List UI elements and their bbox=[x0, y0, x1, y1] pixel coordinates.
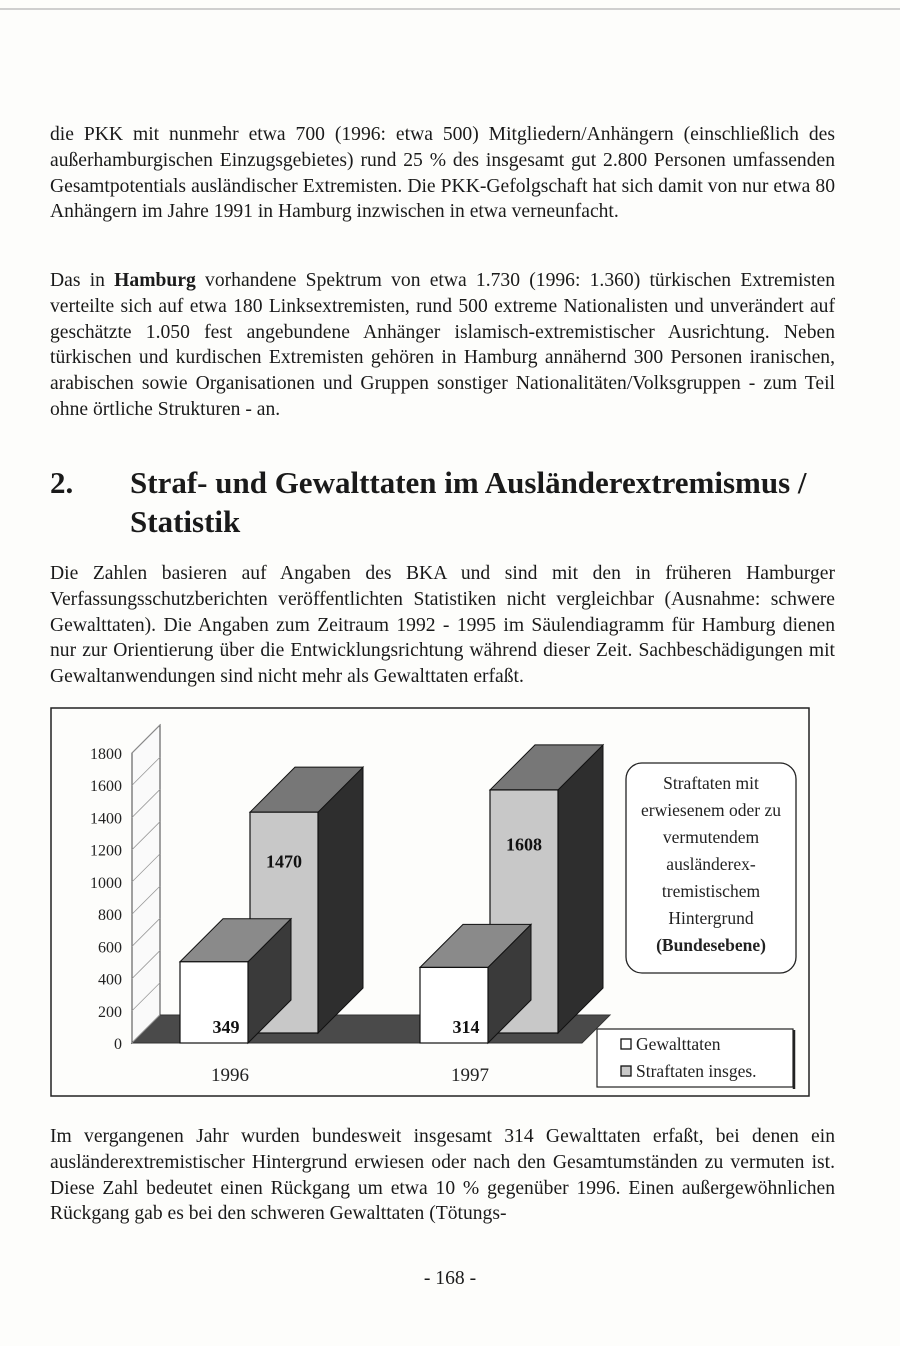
chart-title-line: Hintergrund bbox=[668, 908, 754, 928]
data-label-gewalttaten: 314 bbox=[452, 1017, 480, 1037]
chart-title-line: erwiesenem oder zu bbox=[641, 800, 781, 820]
y-tick-label: 1200 bbox=[90, 842, 122, 860]
data-label-gewalttaten: 349 bbox=[212, 1017, 240, 1037]
page-number: - 168 - bbox=[423, 1268, 477, 1289]
top-rule bbox=[0, 8, 900, 10]
legend-swatch bbox=[621, 1039, 631, 1049]
paragraph-hamburg-pre: Das in bbox=[50, 270, 115, 291]
y-tick-label: 800 bbox=[98, 907, 122, 925]
y-tick-label: 1600 bbox=[90, 778, 122, 796]
chart-title-bold: (Bundesebene) bbox=[656, 935, 766, 955]
chart-title-line: vermutendem bbox=[662, 827, 760, 847]
y-tick-label: 0 bbox=[114, 1036, 122, 1053]
data-label-straftaten: 1608 bbox=[506, 834, 542, 855]
section-title: Straf- und Gewalttaten im Ausländerextremismus / Statistik bbox=[130, 465, 807, 539]
bar-straftaten-side bbox=[558, 745, 603, 1033]
paragraph-hamburg-spectrum bbox=[50, 268, 835, 423]
data-label-straftaten: 1470 bbox=[266, 851, 302, 872]
chart-title-line: ausländerex- bbox=[666, 854, 756, 874]
legend-swatch bbox=[621, 1066, 631, 1076]
paragraph-hamburg-bold: Hamburg bbox=[114, 270, 196, 291]
bar-straftaten-side bbox=[318, 767, 363, 1033]
legend-label: Straftaten insges. bbox=[636, 1061, 757, 1081]
paragraph-data-basis: Die Zahlen basieren auf Angaben des BKA und sind mit den in früheren Hamburger Verfassungsschutzberichten veröffentlichten Statistiken nicht vergleichbar (Ausnahme: schwere Gewalttaten). Die Angaben zum Zeitraum 1992 - 1995 im Säulendiagramm für Hamburg dienen nur zur Orientierung über die Entwicklungsrichtung während dieser Zeit. Sachbeschädigungen mit Gewaltanwendungen sind nicht mehr als Gewalttaten erfaßt. bbox=[50, 563, 835, 688]
y-tick-label: 400 bbox=[98, 971, 122, 989]
x-tick-label: 1997 bbox=[451, 1065, 489, 1086]
bar-chart bbox=[50, 707, 810, 1097]
y-tick-label: 1000 bbox=[90, 874, 122, 892]
chart-title-line: tremistischem bbox=[661, 881, 761, 901]
y-tick-label: 1800 bbox=[90, 746, 122, 763]
paragraph-summary: Im vergangenen Jahr wurden bundesweit insgesamt 314 Gewalttaten erfaßt, bei denen ein ausländerextremistischer Hintergrund erwiesen oder nach den Gesamtumständen zu vermuten ist. Diese Zahl bedeutet einen Rückgang um etwa 10 % gegenüber 1996. Einen außergewöhnlichen Rückgang gab es bei den schweren Gewalttaten (Tötungs- bbox=[50, 1126, 835, 1225]
y-tick-label: 1400 bbox=[90, 810, 122, 828]
paragraph-pkk: die PKK mit nunmehr etwa 700 (1996: etwa 500) Mitgliedern/Anhängern (einschließlich des außerhamburgischen Einzugsgebietes) rund 25 % des insgesamt gut 2.800 Personen umfassenden Gesamtpotentials ausländischer Extremisten. Die PKK-Gefolgschaft hat sich damit von nur etwa 80 Anhängern im Jahre 1991 in Hamburg inzwischen in etwa verneunfacht. bbox=[50, 124, 835, 223]
y-tick-label: 600 bbox=[98, 939, 122, 957]
paragraph-hamburg-post: vorhandene Spektrum von etwa 1.730 (1996: 1.360) türkischen Extremisten verteilte sich auf etwa 180 Linksextremisten, rund 500 extreme Nationalisten und unverändert auf geschätzte 1.050 fest angebundene Anhänger islamisch-extremistischer Ausrichtung. Neben türkischen und kurdischen Extremisten gehören in Hamburg annähernd 300 Personen iranischen, arabischen sowie Organisationen und Gruppen sonstiger Nationalitäten/Volksgruppen - zum Teil ohne örtliche Strukturen - an. bbox=[50, 270, 835, 420]
chart-back-wall bbox=[132, 725, 160, 1043]
legend-label: Gewalttaten bbox=[636, 1034, 721, 1054]
section-number: 2. bbox=[50, 465, 74, 500]
bar-chart-svg bbox=[50, 707, 810, 1097]
y-tick-label: 200 bbox=[98, 1003, 122, 1021]
chart-title-line: Straftaten mit bbox=[663, 773, 759, 793]
x-tick-label: 1996 bbox=[211, 1065, 249, 1086]
